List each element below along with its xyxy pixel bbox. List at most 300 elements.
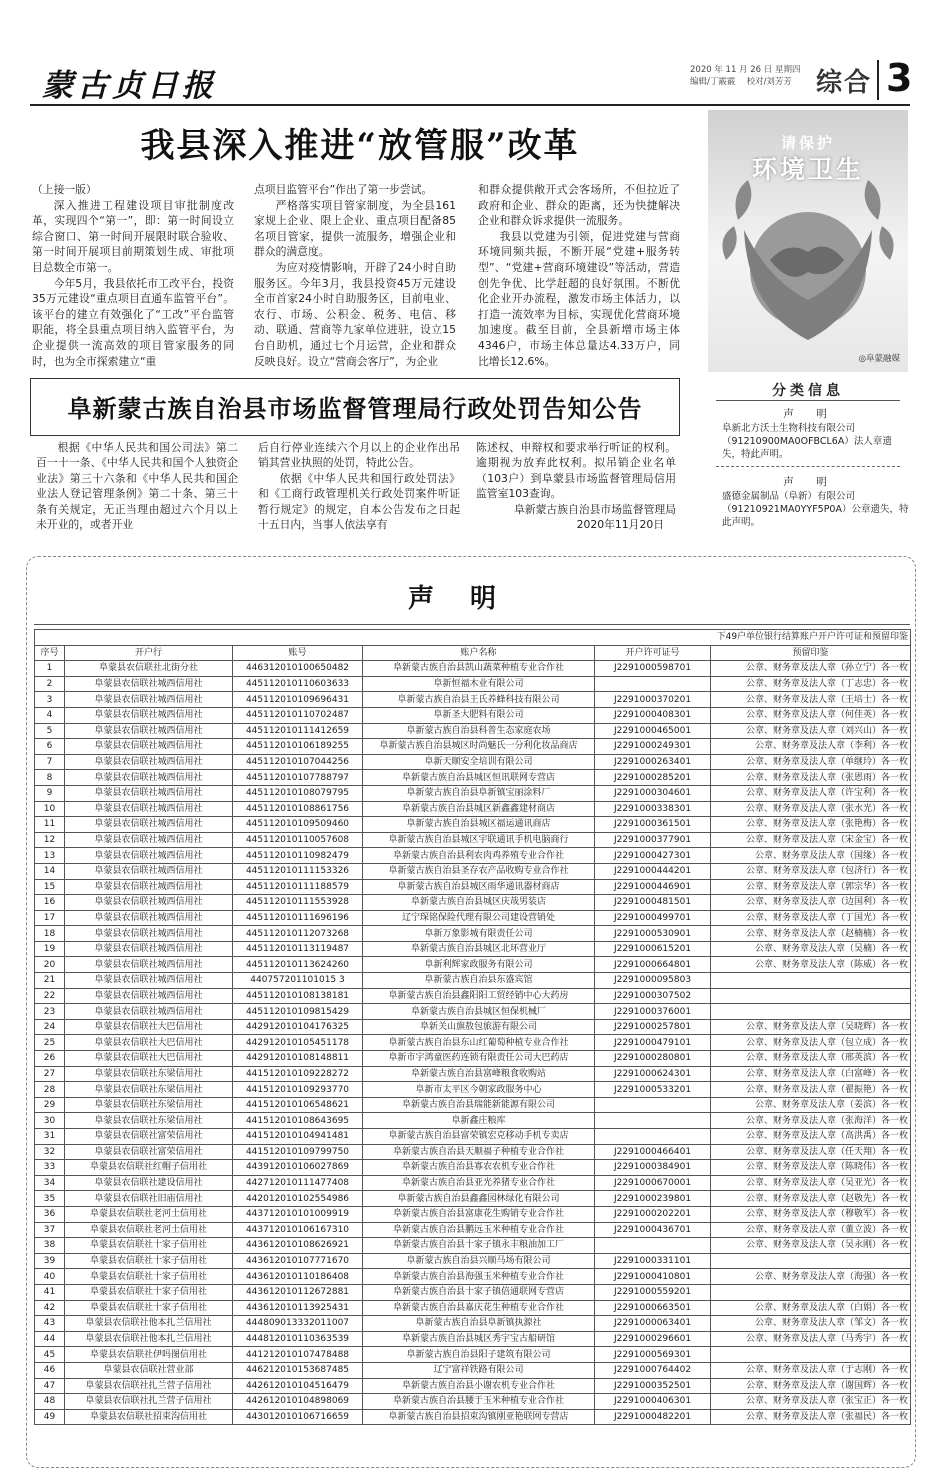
article-headline: 我县深入推进“放管服”改革 xyxy=(140,126,580,166)
license-number: J2291000569301 xyxy=(595,1347,711,1363)
bank-branch: 阜蒙县农信联社城西信用社 xyxy=(65,863,233,879)
account-number: 443012010106716659 xyxy=(233,1409,363,1425)
account-number: 445112010109815429 xyxy=(233,1004,363,1020)
column-header: 预留印鉴 xyxy=(711,645,911,661)
declaration-rule xyxy=(34,624,910,625)
license-number xyxy=(595,1238,711,1254)
row-number: 32 xyxy=(35,1144,65,1160)
account-name: 阜新蒙古族自治县小谢农机专业合作社 xyxy=(363,1378,595,1394)
seal-description: 公章、财务章及法人章（白娟）各一枚 xyxy=(711,1300,911,1316)
seal-description: 公章、财务章及法人章（赵敬先）各一枚 xyxy=(711,1191,911,1207)
row-number: 25 xyxy=(35,1035,65,1051)
license-number: J2291000408301 xyxy=(595,707,711,723)
account-number: 445112010112073268 xyxy=(233,926,363,942)
seal-description xyxy=(711,1284,911,1300)
seal-description: 公章、财务章及法人章（邢英滨）各一枚 xyxy=(711,1051,911,1067)
license-number: J2291000257801 xyxy=(595,1019,711,1035)
table-row xyxy=(35,863,911,879)
table-row xyxy=(35,973,911,989)
ad-slogan-top: 请保护 xyxy=(780,134,835,152)
bank-branch: 阜蒙县农信联社富荣信用社 xyxy=(65,1144,233,1160)
license-number: J2291000764402 xyxy=(595,1362,711,1378)
seal-description: 公章、财务章及法人章（张海洋）各一枚 xyxy=(711,1113,911,1129)
row-number: 37 xyxy=(35,1222,65,1238)
license-number: J2291000063401 xyxy=(595,1316,711,1332)
bank-branch: 阜蒙县农信联社扎兰营子信用社 xyxy=(65,1394,233,1410)
account-number: 441512010109293770 xyxy=(233,1082,363,1098)
table-row xyxy=(35,723,911,739)
row-number: 49 xyxy=(35,1409,65,1425)
table-row xyxy=(35,785,911,801)
seal-description: 公章、财务章及法人章（陈威）各一枚 xyxy=(711,957,911,973)
license-number: J2291000615201 xyxy=(595,941,711,957)
seal-description: 公章、财务章及法人章（张宝正）各一枚 xyxy=(711,1394,911,1410)
ad-leaf-icon xyxy=(865,180,881,220)
account-name: 阜新蒙古族自治县招束沟镇刚亚艳联网专营店 xyxy=(363,1409,595,1425)
notice-paragraph: 依据《中华人民共和国行政处罚法》和《工商行政管理机关行政处罚案件听证暂行规定》的规定，自本公告发布之日起十五日内，当事人依法享有 xyxy=(258,471,460,532)
account-name: 阜新蒙古族自治县城区秀宇宝古船研馆 xyxy=(363,1331,595,1347)
row-number: 4 xyxy=(35,707,65,723)
license-number: J2291000304601 xyxy=(595,785,711,801)
license-number: J2291000664801 xyxy=(595,957,711,973)
row-number: 12 xyxy=(35,832,65,848)
row-number: 18 xyxy=(35,926,65,942)
license-number: J2291000479101 xyxy=(595,1035,711,1051)
row-number: 30 xyxy=(35,1113,65,1129)
issue-date: 2020 年 11 月 26 日 星期四 xyxy=(690,65,801,75)
bank-branch: 阜蒙县农信联社扎兰营子信用社 xyxy=(65,1378,233,1394)
table-row xyxy=(35,1269,911,1285)
row-number: 41 xyxy=(35,1284,65,1300)
license-number xyxy=(595,1113,711,1129)
account-name: 阜新蒙古族自治县城区宇联通讯手机电脑商行 xyxy=(363,832,595,848)
row-number: 43 xyxy=(35,1316,65,1332)
license-number: J2291000095803 xyxy=(595,973,711,989)
license-number: J2291000598701 xyxy=(595,661,711,677)
account-number: 445112010111188579 xyxy=(233,879,363,895)
license-number: J2291000376001 xyxy=(595,1004,711,1020)
article-paragraph: 我县以党建为引领，促进党建与营商环境同频共振，不断开展“党建+服务转型”、“党建+营商环境建设”等活动，营造创先争优、比学赶超的良好氛围。不断优化企业开办流程，激发市场主体活力，以打造一流效率为目标，实现优化营商环境加速度。截至目前，全县新增市场主体4346户，市场主体总量达4.33万户，同比增长12.6%。 xyxy=(478,229,680,368)
bank-branch: 阜蒙县农信联社大巴信用社 xyxy=(65,1019,233,1035)
row-number: 20 xyxy=(35,957,65,973)
row-number: 33 xyxy=(35,1160,65,1176)
row-number: 38 xyxy=(35,1238,65,1254)
seal-description: 公章、财务章及法人章（张恩雨）各一枚 xyxy=(711,770,911,786)
account-number: 443612010107771670 xyxy=(233,1253,363,1269)
license-number xyxy=(595,676,711,692)
account-name: 阜新蒙古族自治县十家子镇永丰粮油加工厂 xyxy=(363,1238,595,1254)
license-number: J2291000370201 xyxy=(595,692,711,708)
account-number: 445112010109509460 xyxy=(233,817,363,833)
table-row xyxy=(35,754,911,770)
license-number: J2291000331101 xyxy=(595,1253,711,1269)
account-number: 443612010112672881 xyxy=(233,1284,363,1300)
account-number: 445112010110702487 xyxy=(233,707,363,723)
bank-branch: 阜蒙县农信联社十家子信用社 xyxy=(65,1300,233,1316)
seal-description: 公章、财务章及法人章（孙立宁）各一枚 xyxy=(711,661,911,677)
masthead xyxy=(30,56,913,104)
ad-credit: ◎阜蒙融媒 xyxy=(858,354,900,364)
column-header: 开户许可证号 xyxy=(595,645,711,661)
table-row xyxy=(35,1222,911,1238)
table-row xyxy=(35,832,911,848)
account-name: 阜新关山旗敖包旅游有限公司 xyxy=(363,1019,595,1035)
account-number: 443712010106167310 xyxy=(233,1222,363,1238)
seal-description: 公章、财务章及法人章（宋金宝）各一枚 xyxy=(711,832,911,848)
row-number: 35 xyxy=(35,1191,65,1207)
bank-branch: 阜蒙县农信联社他本扎兰信用社 xyxy=(65,1316,233,1332)
article-column-3 xyxy=(478,182,680,369)
account-name: 阜新蒙古族自治县圣存农产品收购专业合作社 xyxy=(363,863,595,879)
license-number: J2291000466401 xyxy=(595,1144,711,1160)
bank-branch: 阜蒙县农信联社旧庙信用社 xyxy=(65,1191,233,1207)
bank-branch: 阜蒙县农信联社城西信用社 xyxy=(65,1004,233,1020)
account-number: 445112010108861756 xyxy=(233,801,363,817)
bank-branch: 阜蒙县农信联社城西信用社 xyxy=(65,817,233,833)
bank-branch: 阜蒙县农信联社城西信用社 xyxy=(65,707,233,723)
row-number: 19 xyxy=(35,941,65,957)
article-paragraph: 点项目监管平台”作出了第一步尝试。 xyxy=(254,183,433,196)
classified-title: 分类信息 xyxy=(772,383,844,399)
license-number: J2291000352501 xyxy=(595,1378,711,1394)
account-name: 阜新蒙古族自治县城区恒保机械厂 xyxy=(363,1004,595,1020)
row-number: 23 xyxy=(35,1004,65,1020)
account-name: 阜新蒙古族自治县鑫阳阳工贸经销中心大药房 xyxy=(363,988,595,1004)
table-row xyxy=(35,1035,911,1051)
account-name: 阜新蒙古族自治县阜新镇执源社 xyxy=(363,1316,595,1332)
license-number: J2291000530901 xyxy=(595,926,711,942)
account-number: 445112010111553928 xyxy=(233,895,363,911)
seal-description: 公章、财务章及法人章（吴亚光）各一枚 xyxy=(711,1175,911,1191)
seal-description: 公章、财务章及法人章（郭宗华）各一枚 xyxy=(711,879,911,895)
table-row xyxy=(35,1409,911,1425)
table-row xyxy=(35,801,911,817)
seal-description: 公章、财务章及法人章（张艳梅）各一枚 xyxy=(711,817,911,833)
article-column-1 xyxy=(32,182,234,369)
account-name: 阜新蒙古族自治县凯山蔬菜种植专业合作社 xyxy=(363,661,595,677)
account-name: 阜新蒙古族自治县城区庆哉男装店 xyxy=(363,895,595,911)
account-number: 442612010104516479 xyxy=(233,1378,363,1394)
license-number xyxy=(595,1097,711,1113)
row-number: 46 xyxy=(35,1362,65,1378)
license-number: J2291000338301 xyxy=(595,801,711,817)
row-number: 39 xyxy=(35,1253,65,1269)
seal-description: 公章、财务章及法人章（李利）各一枚 xyxy=(711,739,911,755)
accounts-table xyxy=(34,629,911,1425)
seal-description: 公章、财务章及法人章（边国利）各一枚 xyxy=(711,895,911,911)
bank-branch: 阜蒙县农信联社城西信用社 xyxy=(65,895,233,911)
account-name: 阜新蒙古族自治县城区时尚魅氏一分利化妆品商店 xyxy=(363,739,595,755)
column-header: 账号 xyxy=(233,645,363,661)
ad-leaf-icon xyxy=(736,180,752,220)
notice-title: 阜新蒙古族自治县市场监督管理局行政处罚告知公告 xyxy=(67,394,643,423)
account-number: 445112010107044256 xyxy=(233,754,363,770)
row-number: 27 xyxy=(35,1066,65,1082)
bank-branch: 阜蒙县农信联社十家子信用社 xyxy=(65,1284,233,1300)
seal-description: 公章、财务章及法人章（包济行）各一枚 xyxy=(711,863,911,879)
classified-item-head: 声 明 xyxy=(783,476,833,488)
account-name: 阜新蒙古族自治县天顺福子种植专业合作社 xyxy=(363,1144,595,1160)
row-number: 44 xyxy=(35,1331,65,1347)
license-number: J2291000249301 xyxy=(595,739,711,755)
account-number: 445112010111153326 xyxy=(233,863,363,879)
table-row xyxy=(35,1362,911,1378)
row-number: 47 xyxy=(35,1378,65,1394)
notice-paragraph: 陈述权、申辩权和要求举行听证的权利。逾期视为放弃此权利。拟吊销企业名单（103户）到阜蒙县市场监督管理局信用监管室103查询。 xyxy=(476,441,676,501)
seal-description: 公章、财务章及法人章（刘兴山）各一枚 xyxy=(711,723,911,739)
table-row xyxy=(35,1160,911,1176)
classified-item-head: 声 明 xyxy=(783,408,833,420)
seal-description: 公章、财务章及法人章（丁国光）各一枚 xyxy=(711,910,911,926)
notice-date: 2020年11月20日 xyxy=(576,518,664,532)
newspaper-brand: 蒙古贞日报 xyxy=(42,68,217,104)
account-number: 443612010108626921 xyxy=(233,1238,363,1254)
account-name: 阜新蒙古族自治县十家子镇倍通联网专营店 xyxy=(363,1284,595,1300)
classified-rule xyxy=(716,400,900,401)
row-number: 9 xyxy=(35,785,65,801)
seal-description: 公章、财务章及法人章（何佳英）各一枚 xyxy=(711,707,911,723)
account-number: 442612010104898069 xyxy=(233,1394,363,1410)
row-number: 1 xyxy=(35,661,65,677)
account-number: 445112010113119487 xyxy=(233,941,363,957)
classified-divider xyxy=(716,466,900,467)
account-number: 445112010110057608 xyxy=(233,832,363,848)
bank-branch: 阜蒙县农信联社老河土信用社 xyxy=(65,1222,233,1238)
bank-branch: 阜蒙县农信联社伊吗图信用社 xyxy=(65,1347,233,1363)
license-number: J2291000263401 xyxy=(595,754,711,770)
row-number: 7 xyxy=(35,754,65,770)
seal-description: 公章、财务章及法人章（包立成）各一枚 xyxy=(711,1035,911,1051)
table-row xyxy=(35,817,911,833)
column-header: 账户名称 xyxy=(363,645,595,661)
table-caption: 下49户单位银行结算账户开户许可证和预留印鉴 xyxy=(35,630,911,646)
notice-column-1 xyxy=(36,440,238,532)
account-number: 442012010102554986 xyxy=(233,1191,363,1207)
seal-description: 公章、财务章及法人章（穆敬军）各一枚 xyxy=(711,1206,911,1222)
bank-branch: 阜蒙县农信联社建设信用社 xyxy=(65,1175,233,1191)
account-number: 445112010110603633 xyxy=(233,676,363,692)
account-name: 阜新蒙古族自治县王氏养蜂科技有限公司 xyxy=(363,692,595,708)
ad-leaf-icon xyxy=(879,226,893,260)
table-header-row xyxy=(35,645,911,661)
account-name: 阜新蒙古族自治县鑫鑫园林绿化有限公司 xyxy=(363,1191,595,1207)
account-name: 阜新蒙古族自治县城区恒讯联网专营店 xyxy=(363,770,595,786)
bank-branch: 阜蒙县农信联社老河土信用社 xyxy=(65,1206,233,1222)
seal-description: 公章、财务章及法人章（白富峰）各一枚 xyxy=(711,1066,911,1082)
account-name: 阜新蒙古族自治县兴顺马场有限公司 xyxy=(363,1253,595,1269)
table-row xyxy=(35,1051,911,1067)
declaration-title: 声明 xyxy=(407,584,532,614)
article-paragraph: 今年5月，我县依托市工改平台，投资35万元建设“重点项目直通车监管平台”。该平台的建立有效强化了“工改”平台监管职能，将全县重点项目纳入监管平台，为企业提供一流高效的项目管家服务的同时，也为全市探索建立“重 xyxy=(32,276,234,368)
table-row xyxy=(35,895,911,911)
bank-branch: 阜蒙县农信联社城西信用社 xyxy=(65,785,233,801)
article-paragraph: （上接一版） xyxy=(32,183,97,196)
account-name: 阜新恒福木业有限公司 xyxy=(363,676,595,692)
license-number: J2291000307502 xyxy=(595,988,711,1004)
staff-credits: 编辑/丁霰霰 校对/刘芳芳 xyxy=(690,77,792,87)
account-number: 444809013332011007 xyxy=(233,1316,363,1332)
notice-signer: 阜新蒙古族自治县市场监督管理局 xyxy=(514,502,676,516)
table-row xyxy=(35,676,911,692)
notice-title-box xyxy=(30,378,680,436)
bank-branch: 阜蒙县农信联社东梁信用社 xyxy=(65,1066,233,1082)
table-row xyxy=(35,926,911,942)
classified-item-body: 阜新北方沃土生物科技有限公司（91210900MA0OFBCL6A）法人章遗失，特此声明。 xyxy=(722,423,892,460)
account-number: 446212010153687485 xyxy=(233,1362,363,1378)
seal-description: 公章、财务章及法人章（王培士）各一枚 xyxy=(711,692,911,708)
license-number: J2291000377901 xyxy=(595,832,711,848)
account-number: 441512010108643695 xyxy=(233,1113,363,1129)
table-row xyxy=(35,879,911,895)
seal-description: 公章、财务章及法人章（谢国辉）各一枚 xyxy=(711,1378,911,1394)
seal-description: 公章、财务章及法人章（许宝利）各一枚 xyxy=(711,785,911,801)
row-number: 11 xyxy=(35,817,65,833)
account-number: 445112010111412659 xyxy=(233,723,363,739)
row-number: 8 xyxy=(35,770,65,786)
account-name: 辽宁富祥铁路有限公司 xyxy=(363,1362,595,1378)
license-number: J2291000559201 xyxy=(595,1284,711,1300)
seal-description xyxy=(711,1253,911,1269)
account-number: 441512010104941481 xyxy=(233,1129,363,1145)
row-number: 22 xyxy=(35,988,65,1004)
account-number: 443612010110186408 xyxy=(233,1269,363,1285)
row-number: 36 xyxy=(35,1206,65,1222)
table-row xyxy=(35,1097,911,1113)
bank-branch: 阜蒙县农信联社营业部 xyxy=(65,1362,233,1378)
bank-branch: 阜蒙县农信联社城西信用社 xyxy=(65,848,233,864)
license-number: J2291000202201 xyxy=(595,1206,711,1222)
account-name: 阜新蒙古族自治县利农肉鸡养殖专业合作社 xyxy=(363,848,595,864)
seal-description xyxy=(711,973,911,989)
license-number: J2291000280801 xyxy=(595,1051,711,1067)
seal-description: 公章、财务章及法人章（于志刚）各一枚 xyxy=(711,1362,911,1378)
account-number: 443712010101009919 xyxy=(233,1206,363,1222)
seal-description: 公章、财务章及法人章（张福民）各一枚 xyxy=(711,1409,911,1425)
row-number: 17 xyxy=(35,910,65,926)
account-name: 阜新蒙古族自治县富康花生购销专业合作社 xyxy=(363,1206,595,1222)
table-row xyxy=(35,739,911,755)
account-name: 阜新蒙古族自治县鹏远玉米种植专业合作社 xyxy=(363,1222,595,1238)
seal-description: 公章、财务章及法人章（赵楠楠）各一枚 xyxy=(711,926,911,942)
account-name: 阜新天顺安全培训有限公司 xyxy=(363,754,595,770)
account-number: 442912010105451178 xyxy=(233,1035,363,1051)
seal-description: 公章、财务章及法人章（邹文）各一枚 xyxy=(711,1316,911,1332)
seal-description: 公章、财务章及法人章（董立波）各一枚 xyxy=(711,1222,911,1238)
account-number: 445112010108079795 xyxy=(233,785,363,801)
notice-paragraph: 根据《中华人民共和国公司法》第二百一十一条、《中华人民共和国个人独资企业法》第三十六条和《中华人民共和国企业法人登记管理条例》第二十条、第三十条有关规定，无正当理由超过六个月以上未开业的，或者开业 xyxy=(36,441,238,532)
seal-description: 公章、财务章及法人章（吴楠）各一枚 xyxy=(711,941,911,957)
table-row xyxy=(35,1284,911,1300)
bank-branch: 阜蒙县农信联社城西信用社 xyxy=(65,754,233,770)
table-row xyxy=(35,1066,911,1082)
license-number: J2291000410801 xyxy=(595,1269,711,1285)
bank-branch: 阜蒙县农信联社城西信用社 xyxy=(65,801,233,817)
article-paragraph: 为应对疫情影响，开辟了24小时自助服务区。今年3月，我县投资45万元建设全市首家24小时自助服务区，目前电业、农行、市场、公积金、税务、电信、移动、联通、营商等九家单位进驻，设立15台自助机，通过七个月运营，企业和群众反映良好。设立“营商会客厅”，为企业 xyxy=(254,260,456,368)
account-name: 阜新蒙古族自治县城区北环营业厅 xyxy=(363,941,595,957)
table-row xyxy=(35,1331,911,1347)
seal-description: 公章、财务章及法人章（丁志忠）各一枚 xyxy=(711,676,911,692)
article-paragraph: 深入推进工程建设项目审批制度改革，实现四个“第一”，即：第一时间设立综合窗口、第一时间开展限时联合验收、第一时间开展项目前期策划生成、审批项目总数全市第一。 xyxy=(32,198,234,274)
article-paragraph: 和群众提供敞开式会客场所，不但拉近了政府和企业、群众的距离，还为快捷解决企业和群众诉求提供一流服务。 xyxy=(478,183,680,228)
classified-section xyxy=(708,378,908,536)
bank-branch: 阜蒙县农信联社东梁信用社 xyxy=(65,1097,233,1113)
seal-description: 公章、财务章及法人章（任天翔）各一枚 xyxy=(711,1144,911,1160)
license-number: J2291000624301 xyxy=(595,1066,711,1082)
bank-branch: 阜蒙县农信联社城西信用社 xyxy=(65,879,233,895)
license-number: J2291000663501 xyxy=(595,1300,711,1316)
page-number: 3 xyxy=(886,56,913,100)
account-number: 445112010110982479 xyxy=(233,848,363,864)
bank-branch: 阜蒙县农信联社城西信用社 xyxy=(65,770,233,786)
account-number: 443612010113925431 xyxy=(233,1300,363,1316)
account-number: 445112010107788797 xyxy=(233,770,363,786)
account-name: 阜新蒙古族自治县城区雨华通讯器材商店 xyxy=(363,879,595,895)
bank-branch: 阜蒙县农信联社招束沟信用社 xyxy=(65,1409,233,1425)
bank-branch: 阜蒙县农信联社城西信用社 xyxy=(65,973,233,989)
bank-branch: 阜蒙县农信联社城西信用社 xyxy=(65,941,233,957)
row-number: 2 xyxy=(35,676,65,692)
row-number: 21 xyxy=(35,973,65,989)
account-number: 445112010111696196 xyxy=(233,910,363,926)
table-row xyxy=(35,848,911,864)
table-row xyxy=(35,1113,911,1129)
seal-description: 公章、财务章及法人章（高洪禹）各一枚 xyxy=(711,1129,911,1145)
row-number: 34 xyxy=(35,1175,65,1191)
row-number: 14 xyxy=(35,863,65,879)
license-number: J2291000481501 xyxy=(595,895,711,911)
table-row xyxy=(35,770,911,786)
account-name: 阜新蒙古族自治县富荣镇宏克移动手机专卖店 xyxy=(363,1129,595,1145)
seal-description: 公章、财务章及法人章（海强）各一枚 xyxy=(711,1269,911,1285)
seal-description: 公章、财务章及法人章（吴永刚）各一枚 xyxy=(711,1238,911,1254)
table-row xyxy=(35,1082,911,1098)
license-number: J2291000446901 xyxy=(595,879,711,895)
bank-branch: 阜蒙县农信联社城西信用社 xyxy=(65,692,233,708)
ad-slogan-main: 环境卫生 xyxy=(751,155,864,184)
license-number: J2291000482201 xyxy=(595,1409,711,1425)
seal-description xyxy=(711,988,911,1004)
account-name: 阜新鑫庄粮库 xyxy=(363,1113,595,1129)
account-name: 阜新蒙古族自治县城区福运通讯商店 xyxy=(363,817,595,833)
table-row xyxy=(35,1004,911,1020)
row-number: 16 xyxy=(35,895,65,911)
section-divider xyxy=(877,60,879,100)
account-name: 阜新蒙古族自治县富峰粮食收购站 xyxy=(363,1066,595,1082)
row-number: 13 xyxy=(35,848,65,864)
table-row xyxy=(35,1238,911,1254)
account-number: 444812010110363539 xyxy=(233,1331,363,1347)
notice-column-3 xyxy=(476,440,676,532)
column-header: 序号 xyxy=(35,645,65,661)
row-number: 26 xyxy=(35,1051,65,1067)
row-number: 3 xyxy=(35,692,65,708)
account-number: 445112010113624260 xyxy=(233,957,363,973)
account-name: 阜新市太平区今朝家政服务中心 xyxy=(363,1082,595,1098)
table-row xyxy=(35,1394,911,1410)
row-number: 6 xyxy=(35,739,65,755)
bank-branch: 阜蒙县农信联社城西信用社 xyxy=(65,723,233,739)
account-name: 阜新蒙古族自治县科普生态家庭农场 xyxy=(363,723,595,739)
account-number: 442912010108148811 xyxy=(233,1051,363,1067)
seal-description: 公章、财务章及法人章（张水光）各一枚 xyxy=(711,801,911,817)
seal-description: 公章、财务章及法人章（单继玲）各一枚 xyxy=(711,754,911,770)
license-number: J2291000465001 xyxy=(595,723,711,739)
seal-description: 公章、财务章及法人章（姜滨）各一枚 xyxy=(711,1097,911,1113)
account-name: 阜新蒙古族自治县亚光养猪专业合作社 xyxy=(363,1175,595,1191)
row-number: 24 xyxy=(35,1019,65,1035)
row-number: 42 xyxy=(35,1300,65,1316)
account-name: 阜新圣大肥料有限公司 xyxy=(363,707,595,723)
